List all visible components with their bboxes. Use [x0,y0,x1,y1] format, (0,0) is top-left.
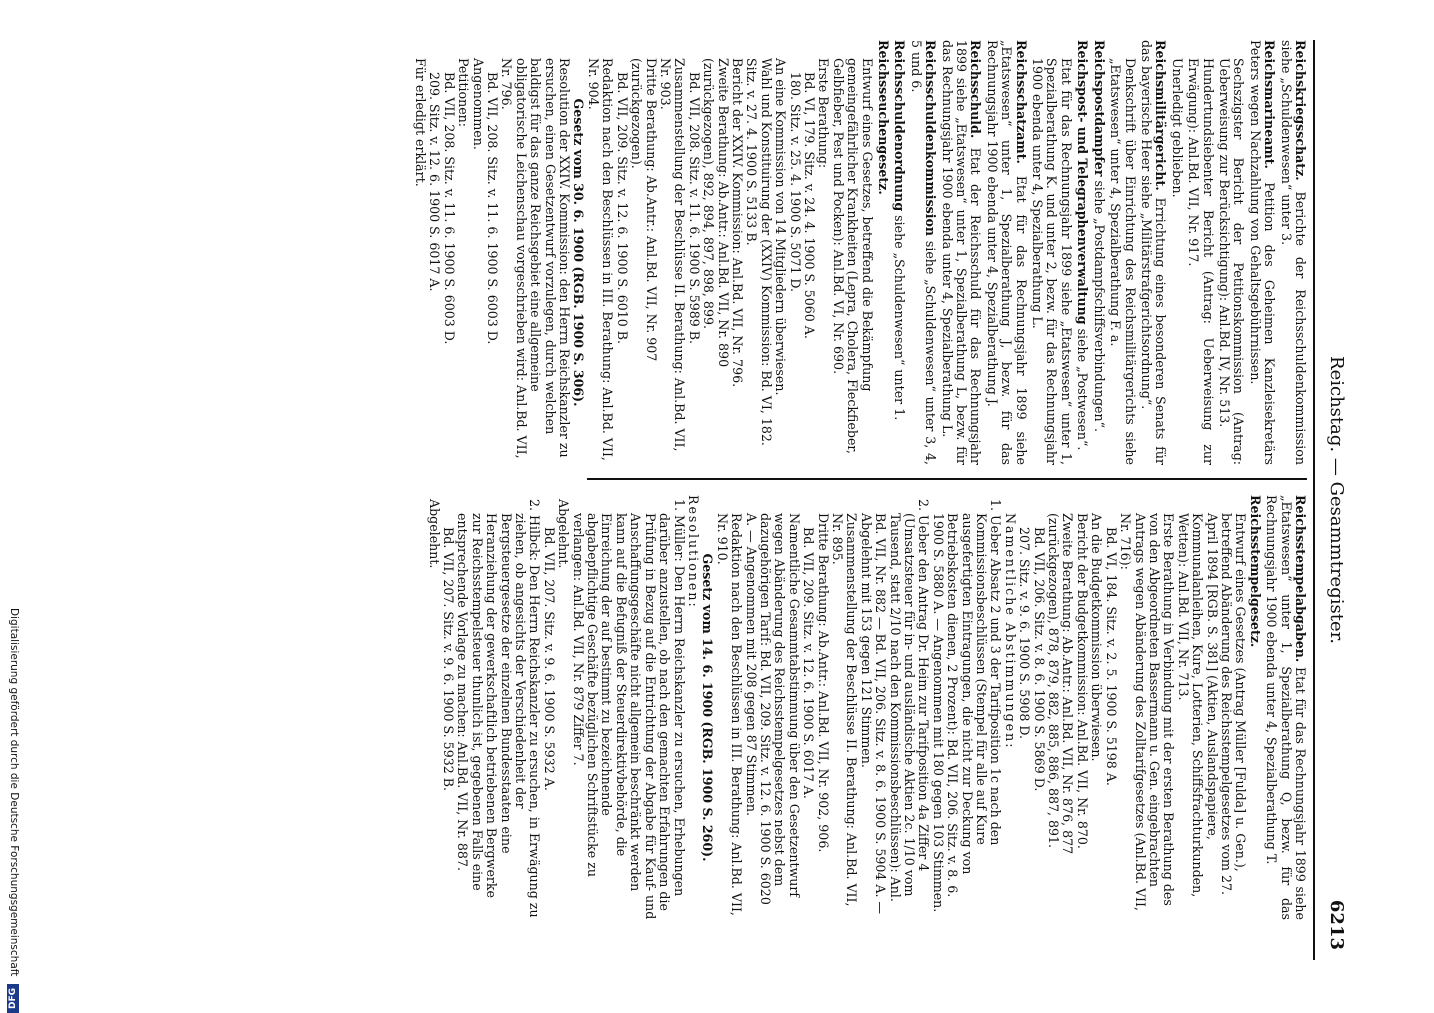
index-entry [984,40,1027,465]
index-line: 180. Sitz. v. 25. 4. 1900 S. 5071 D. [787,72,803,293]
page-header [1319,40,1355,960]
dfg-logo: DFG [7,984,19,1013]
index-line: Dritte Berathung: Ab.Antr.: Anl.Bd. VII, Nr. 902, 906. [815,513,831,853]
entry-stempelabgaben [1264,495,1307,920]
entry-text: siehe „Schuldenwesen“ unter 1. [892,215,908,421]
resolutionen-list [426,495,685,920]
index-line: Redaktion nach den Beschlüssen in III. Berathung: Anl.Bd. VII, Nr. 910. [714,513,745,916]
abstimmungen-list [858,495,1002,920]
entry-head: Reichsschatzamt. [1013,40,1029,164]
index-entry [1030,40,1073,465]
entry-text: Berichte der Reichsschuldenkommission siehe „Schuldenwesen“ unter 3. [1278,40,1308,465]
index-line: Wahl und Konstituirung der (XXIV) Kommission: Bd. VI, 182. Sitz. v. 27. 4. 1900 S. 5133 B. [744,58,774,446]
header-rule [1313,40,1315,960]
index-entry [876,40,890,465]
index-line: Bd. VI, 179. Sitz. v. 24. 4. 1900 S. 5060 A. [802,72,817,339]
entry-head: Reichsstempelabgaben. [1293,495,1308,663]
index-entry [892,40,906,465]
index-entry [1217,40,1246,465]
abstimmungen-title: Namentliche Abstimmungen: [1002,513,1018,750]
index-line: 2. Ueber den Antrag Dr. Heim zur Tarifposition 4a Ziffer 4 (Umsatzsteuer für in- und ausländische Aktien 2c. 1/10 vom Tausend, statt 2/10 nach den Kommissionsbeschlüssen): Anl. Bd. VII, Nr. 882 — Bd. VII, 206. Sitz. v. 8. 6. 1900 S. 5904 A. — Abgelehnt mit 153 gegen 121 Stimmen. [858,499,932,915]
index-entry [1247,40,1276,465]
index-line: Bd. VII, 206. Sitz. v. 8. 6. 1900 S. 5869 D. [1031,527,1047,792]
index-line: Namentliche Gesammtabstimmung über den Gesetzentwurf wegen Abänderung des Reichsstempelgesetzes nebst dem dazugehörigen Tarif: Bd. VII, 209. Sitz. v. 12. 6. 1900 S. 6020 A. — Angenommen mit 208 gegen 87 Stimmen. [743,513,802,905]
index-entry [1108,40,1137,465]
index-line: Erste Berathung in Verbindung mit der ersten Berathung des von den Abgeordneten Bassermann u. Gen. eingebrachten Antrags wegen Abänderung des Zolltarifgesetzes (Anl.Bd. VII, Nr. 716): [1118,513,1177,911]
entry-text: Etat der Reichsschuld für das Rechnungsjahr 1899 siehe „Etatswesen“ unter 1, Spezialberathung L, bezw. für das Rechnungsjahr 1900 ebenda unter 4, Spezialberathung L. [939,40,984,465]
index-line: Bd. VII, 208. Sitz. v. 11. 6. 1900 S. 5989 B. [686,72,702,345]
column-divider [587,478,1307,480]
index-line: Zweite Berathung: Ab.Antr.: Anl.Bd. VII, Nr. 876, 877 (zurückgezogen), 878, 879, 882, 885, 886, 887, 891. [1046,513,1076,855]
index-line: Bd. VII, 207. Sitz. v. 9. 6. 1900 S. 5932 B. [441,527,457,791]
entry-text: siehe „Schuldenwesen“ unter 3, 4, 5 und 6. [908,40,939,465]
index-line: Bericht der Budgetkommission: Anl.Bd. VII, Nr. 870. [1074,513,1090,849]
index-line: An die Budgetkommission überwiesen. [1089,513,1105,762]
credit-text: Digitalisierung gefördert durch die Deutsche Forschungsgemeinschaft [8,608,20,977]
seuchen-intro: Entwurf eines Gesetzes, betreffend die Bekämpfung gemeingefährlicher Krankheiten (Lepra, Cholera, Fleckfieber, Gelbfieber, Pest und Pocken): Anl.Bd. VI, Nr. 690. [830,58,875,455]
entry-head: Reichsschuld. [968,40,984,139]
index-line: 1. Müller: Den Herrn Reichskanzler zu ersuchen, Erhebungen darüber anzustellen, ob nach den gemachten Erfahrungen die Prüfung in Bezug auf die Entrichtung der Abgabe für Kauf- und Anschaffungsgeschäfte nicht allgemein beschränkt werden kann auf die Befugniß der Steuerdirektivbehörde, die Einreichung der auf bestimmt zu bezeichnende abgabepflichtige Geschäfte bezüglichen Schriftstücke zu verlangen: Anl.Bd. VII, Nr. 879 Ziffer 7. [570,499,687,920]
entry-head: Reichsstempelgesetz. [1247,495,1263,648]
index-line: Bd. VII, 209. Sitz. v. 12. 6. 1900 S. 6017 A. [801,527,817,799]
index-entry [1169,40,1183,465]
index-entry [908,40,937,465]
index-line: Bd. VII, 207. Sitz. v. 9. 6. 1900 S. 5932 A. [541,527,557,791]
index-line: 207. Sitz. v. 9. 6. 1900 S. 5908 D. [1017,527,1033,740]
index-entry [1186,40,1215,465]
entry-head: Reichsmilitärgericht. [1153,40,1169,191]
entry-head: Reichsschuldenkommission [923,40,939,237]
entry-head: Reichsseuchengesetz. [876,40,892,195]
index-line: Zusammenstellung der Beschlüsse II. Berathung: Anl.Bd. VII, Nr. 903. [657,58,688,452]
entry-text: Hundertundsiebenter Bericht (Antrag: Ueberweisung zur Erwägung): Anl.Bd. VII, Nr. 917. [1186,58,1216,465]
index-line: Angenommen. [470,58,486,150]
entry-text: Unerledigt geblieben. [1169,58,1185,198]
index-line: Abgelehnt. [556,499,572,569]
stempelgesetz-lines [1017,495,1175,920]
index-line: Bd. VII, 208. Sitz. v. 11. 6. 1900 S. 6003 D. [441,72,457,345]
index-line: 209. Sitz. v. 12. 6. 1900 S. 6017 A. [427,72,443,292]
index-line: Gesetz vom 14. 6. 1900 (RGB. 1900 S. 260). [700,553,716,862]
entry-text: Errichtung eines besonderen Senats für das bayerische Heer siehe „Militärstrafgerichtsordnung“. [1138,40,1169,465]
seuchen-lines [413,40,831,465]
index-entry [1075,40,1089,465]
stempelgesetz-intro: Entwurf eines Gesetzes (Antrag Müller [Fulda] u. Gen.), betreffend Abänderung des Reichsstempelgesetzes vom 27. April 1894 [RGB. S. 381] (Aktien, Auslandspapiere, Kommunalanleihen, Kure, Lotterien, Schiffsfrachturkunden, Wetten): Anl.Bd. VII, Nr. 713. [1175,513,1249,898]
entry-text: siehe „Postwesen“. [1075,328,1091,451]
index-line: Dritte Berathung: Ab.Antr.: Anl.Bd. VII, Nr. 907 (zurückgezogen). [629,58,659,362]
index-line: Bd. VII, 209. Sitz. v. 12. 6. 1900 S. 6010 B. [614,72,630,345]
index-line: Zweite Berathung: Ab.Antr.: Anl.Bd. VII, Nr. 890 (zurückgezogen), 892, 894, 897, 898, 899. [701,58,731,368]
digitization-credit [6,608,20,1009]
entry-text: Petition des Geheimen Kanzleisekretärs Peters wegen Nachzahlung von Gehaltsgebührnissen. [1247,40,1278,465]
index-line: Resolution der XXIV. Kommission: den Herrn Reichskanzler zu ersuchen, einen Gesetzentwurf vorzulegen, durch welchen baldigst für das ganze Reichsgebiet eine allgemeine obligatorische Leichenschau vorgeschrieben wird: Anl.Bd. VII, Nr. 796. [499,58,573,459]
entry-text: Sechszigster Bericht der Petitionskommission (Antrag: Ueberweisung zur Berücksichtigung): Anl.Bd. IV, Nr. 513. [1216,58,1247,465]
entry-text: Etat für das Rechnungsjahr 1899 siehe „Etatswesen“ unter 1, Spezialberathung Q, bezw. für das Rechnungsjahr 1900 ebenda unter 4, Spezialberathung T. [1264,495,1308,920]
index-line: Zusammenstellung der Beschlüsse II. Berathung: Anl.Bd. VII, Nr. 895. [830,513,860,907]
index-line: Petitionen: [456,58,472,128]
left-entries [876,40,1307,465]
index-line: Abgelehnt. [426,499,442,569]
index-line: Bericht der XXIV. Kommission: Anl.Bd. VII, Nr. 796. [729,58,745,388]
stempelgesetz-after [700,495,858,920]
document-page [65,40,1355,960]
index-entry [1278,40,1307,465]
entry-head: Reichsschuldenordnung [892,40,908,212]
index-line: Bd. VII, 208. Sitz. v. 11. 6. 1900 S. 6003 D. [485,72,501,345]
entry-text: Etat für das Rechnungsjahr 1899 siehe „Etatswesen“ unter 1, Spezialberathung K. und unter 2, bezw. für das Rechnungsjahr 1900 ebenda unter 4, Spezialberathung L. [1030,58,1074,465]
index-line: Gesetz vom 30. 6. 1900 (RGB. 1900 S. 306). [571,98,587,407]
entry-head: Reichsmarineamt. [1262,40,1278,169]
entry-head: Reichspostdampfer [1091,40,1107,177]
index-line: An eine Kommission von 14 Mitgliedern überwiesen. [773,58,789,396]
entry-text: Denkschrift über Einrichtung des Reichsmilitärgerichts siehe „Etatswesen“ unter 4, Spezialberathung F. a. [1108,58,1138,465]
index-line: Redaktion nach den Beschlüssen in III. Berathung: Anl.Bd. VII, Nr. 904. [585,58,616,461]
right-column [426,495,1307,920]
entry-head: Reichspost- und Telegraphenverwaltung [1075,40,1091,325]
index-line: Erste Berathung: [816,58,832,169]
index-entry [939,40,982,465]
index-line: 1. Ueber Absatz 2 und 3 der Tarifposition 1c nach den Kommissionsbeschlüssen (Stempel für alle auf Kure ausgefertigten Eintragungen, die nicht zur Deckung von Betriebskosten dienen, 2 Prozent): Bd. VII, 206. Sitz. v. 8. 6. 1900 S. 5880 A. — Angenommen mit 180 gegen 103 Stimmen. [930,499,1004,913]
left-column [413,40,1307,465]
index-line: 2. Hilbck: Den Herrn Reichskanzler zu ersuchen, in Erwägung zu ziehen, ob angesichts der Verschiedenheit der Bergsteuergesetze der einzelnen Bundesstaaten eine Heranziehung der gewerkschaftlich betriebenen Bergwerke zur Reichsstempelsteuer thunlich ist, gegebenen Falls eine entsprechende Vorlage zu machen: Anl.Bd. VII, Nr. 887. [455,499,543,918]
page-number: 6213 [1326,899,1347,950]
entry-text: Etat für das Rechnungsjahr 1899 siehe „Etatswesen“ unter 1, Spezialberathung J, bezw. für das Rechnungsjahr 1900 ebenda unter 4, Spezialberathung J. [984,40,1029,465]
running-title: Reichstag. — Gesammtregister. [1326,356,1347,644]
entry-text: siehe „Postdampfschiffsverbindungen“. [1091,180,1107,433]
index-line: Bd. VI, 184. Sitz. v. 2. 5. 1900 S. 5198 A. [1103,527,1119,786]
entry-head: Reichskriegsschatz. [1293,40,1308,181]
index-entry [1139,40,1168,465]
index-entry [1091,40,1105,465]
index-line: Für erledigt erklärt. [413,58,429,187]
resolutionen-title: Resolutionen: [685,495,701,609]
